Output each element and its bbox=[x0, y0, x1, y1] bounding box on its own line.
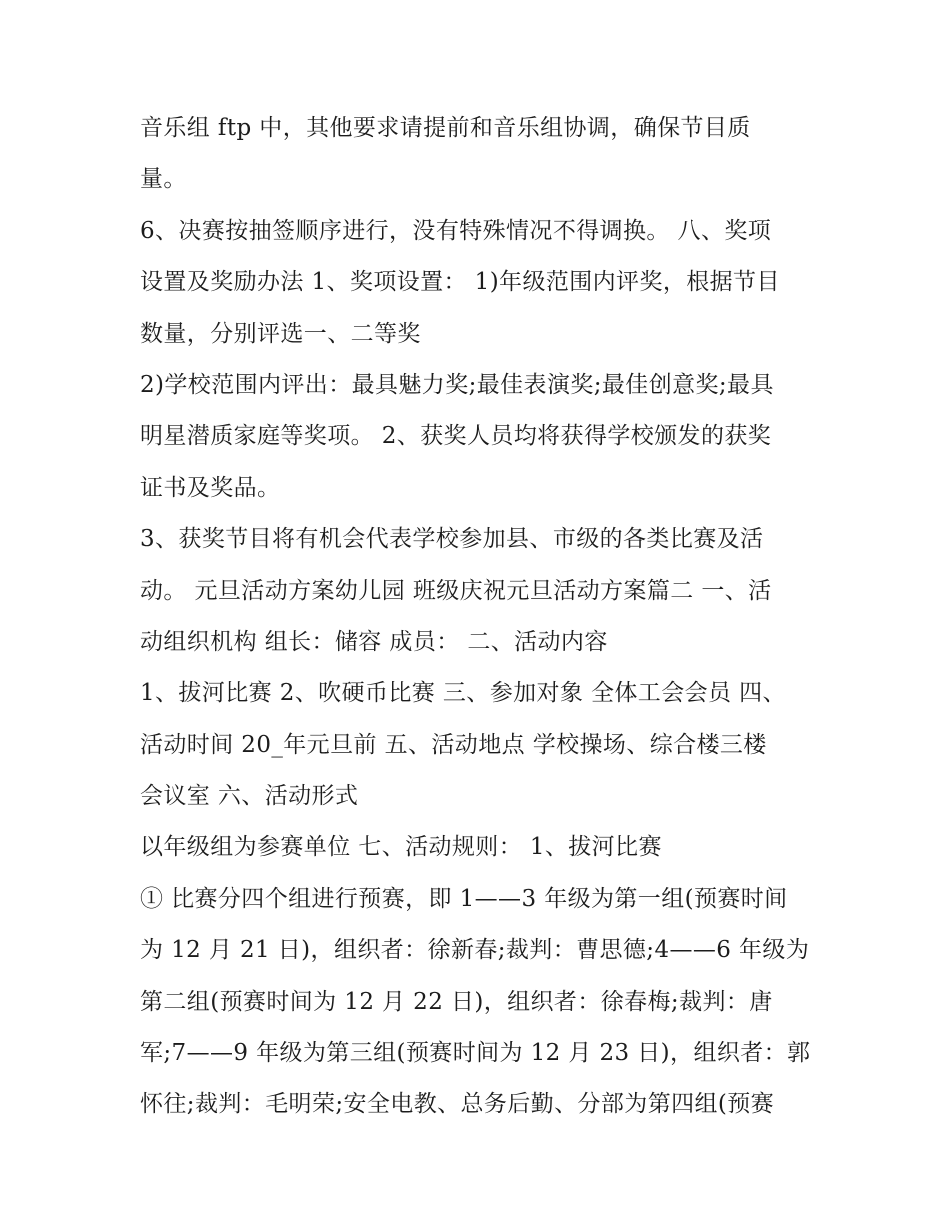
text-line: 以年级组为参赛单位 七、活动规则： 1、拔河比赛 bbox=[140, 834, 662, 861]
text-line: ① 比赛分四个组进行预赛，即 1——3 年级为第一组(预赛时间 bbox=[140, 885, 788, 912]
text-line: 数量，分别评选一、二等奖 bbox=[140, 320, 421, 347]
text-line: 音乐组 ftp 中，其他要求请提前和音乐组协调，确保节目质 bbox=[140, 115, 751, 141]
text-line: 6、决赛按抽签顺序进行，没有特殊情况不得调换。 八、奖项 bbox=[140, 217, 772, 244]
text-line: 动。 元旦活动方案幼儿园 班级庆祝元旦活动方案篇二 一、活 bbox=[140, 577, 772, 604]
text-line: 活动时间 20_年元旦前 五、活动地点 学校操场、综合楼三楼 bbox=[140, 731, 767, 758]
text-line: 动组织机构 组长：储容 成员： 二、活动内容 bbox=[140, 628, 608, 655]
text-line: 第二组(预赛时间为 12 月 22 日)，组织者：徐春梅;裁判：唐 bbox=[140, 988, 773, 1015]
text-line: 明星潜质家庭等奖项。 2、获奖人员均将获得学校颁发的获奖 bbox=[140, 423, 772, 450]
text-line: 设置及奖励办法 1、奖项设置： 1)年级范围内评奖，根据节目 bbox=[140, 269, 780, 296]
text-line: 为 12 月 21 日)，组织者：徐新春;裁判：曹思德;4——6 年级为 bbox=[140, 937, 810, 964]
text-line: 会议室 六、活动形式 bbox=[140, 783, 359, 810]
document-body bbox=[140, 103, 820, 1131]
text-line: 1、拔河比赛 2、吹硬币比赛 三、参加对象 全体工会会员 四、 bbox=[140, 680, 786, 707]
text-line: 3、获奖节目将有机会代表学校参加县、市级的各类比赛及活 bbox=[140, 526, 764, 553]
text-line: 2)学校范围内评出：最具魅力奖;最佳表演奖;最佳创意奖;最具 bbox=[140, 371, 774, 398]
text-line: 军;7——9 年级为第三组(预赛时间为 12 月 23 日)，组织者：郭 bbox=[140, 1040, 811, 1067]
text-line: 证书及奖品。 bbox=[140, 474, 281, 501]
text-line: 怀往;裁判：毛明荣;安全电教、总务后勤、分部为第四组(预赛 bbox=[140, 1091, 775, 1118]
text-line: 量。 bbox=[140, 166, 187, 193]
